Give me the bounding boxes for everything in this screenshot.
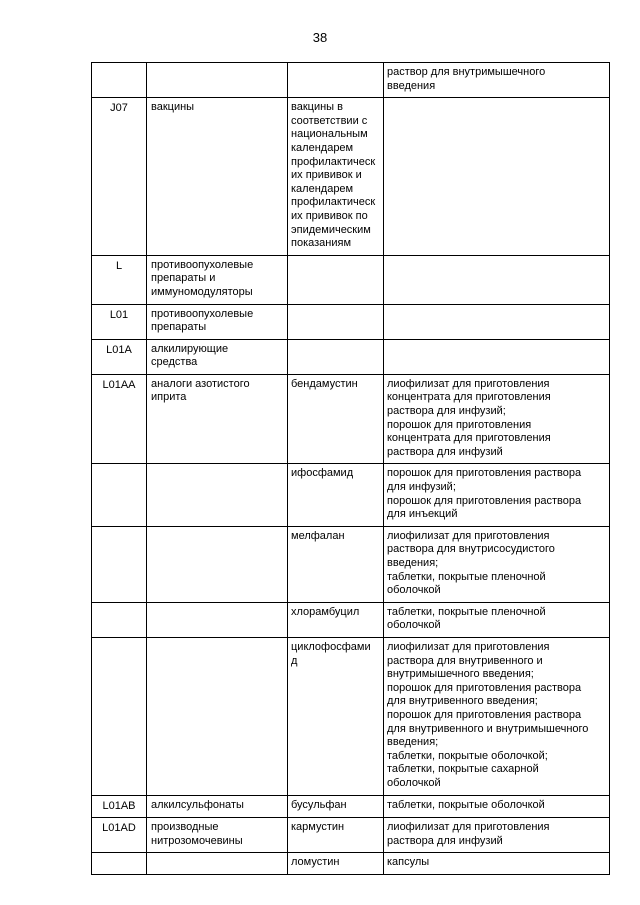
atc-code-cell — [92, 637, 147, 795]
anatomical-therapeutic-group-cell — [147, 63, 288, 98]
dosage-form-cell: раствор для внутримышечного введения — [384, 63, 610, 98]
anatomical-therapeutic-group-cell: производные нитрозомочевины — [147, 818, 288, 853]
dosage-form-cell: лиофилизат для приготовления концентрата для приготовления раствора для инфузий; порошок для приготовления концентрата для приготовления раствора для инфузий — [384, 374, 610, 464]
dosage-form-cell: лиофилизат для приготовления раствора для инфузий — [384, 818, 610, 853]
atc-code-cell — [92, 526, 147, 602]
dosage-form-cell: лиофилизат для приготовления раствора для внутривенного и внутримышечного введения; порошок для приготовления раствора для внутривенного введения; порошок для приготовления раствора для внутривенного и внутримышечного введения; таблетки, покрытые оболочкой; таблетки, покрытые сахарной оболочкой — [384, 637, 610, 795]
atc-code-cell: J07 — [92, 98, 147, 256]
atc-code-cell: L01AA — [92, 374, 147, 464]
dosage-form-cell: лиофилизат для приготовления раствора для внутрисосудистого введения; таблетки, покрытые пленочной оболочкой — [384, 526, 610, 602]
drug-name-cell: вакцины в соответствии с национальным календарем профилактическ их прививок и календарем профилактическ их прививок по эпидемическим показаниям — [288, 98, 384, 256]
table-row — [92, 795, 610, 818]
atc-code-cell: L01A — [92, 339, 147, 374]
dosage-form-cell: порошок для приготовления раствора для инфузий; порошок для приготовления раствора для инъекций — [384, 464, 610, 526]
page-number: 38 — [312, 30, 328, 45]
anatomical-therapeutic-group-cell: противоопухолевые препараты — [147, 304, 288, 339]
atc-code-cell: L01AB — [92, 795, 147, 818]
drug-name-cell: ломустин — [288, 853, 384, 875]
dosage-form-cell — [384, 255, 610, 304]
atc-code-cell — [92, 464, 147, 526]
anatomical-therapeutic-group-cell: противоопухолевые препараты и иммуномодуляторы — [147, 255, 288, 304]
drug-name-cell: бендамустин — [288, 374, 384, 464]
drug-name-cell: циклофосфами д — [288, 637, 384, 795]
drug-name-cell: хлорамбуцил — [288, 602, 384, 637]
drug-name-cell: ифосфамид — [288, 464, 384, 526]
dosage-form-cell — [384, 339, 610, 374]
table-row — [92, 255, 610, 304]
table-row — [92, 63, 610, 98]
table-row — [92, 526, 610, 602]
drug-name-cell — [288, 63, 384, 98]
table-row — [92, 818, 610, 853]
dosage-form-cell — [384, 98, 610, 256]
anatomical-therapeutic-group-cell: алкилсульфонаты — [147, 795, 288, 818]
anatomical-therapeutic-group-cell — [147, 464, 288, 526]
table-row — [92, 853, 610, 875]
anatomical-therapeutic-group-cell: алкилирующие средства — [147, 339, 288, 374]
drug-name-cell — [288, 339, 384, 374]
dosage-form-cell: таблетки, покрытые оболочкой — [384, 795, 610, 818]
atc-code-cell: L01 — [92, 304, 147, 339]
anatomical-therapeutic-group-cell: вакцины — [147, 98, 288, 256]
dosage-form-cell: таблетки, покрытые пленочной оболочкой — [384, 602, 610, 637]
dosage-form-cell — [384, 304, 610, 339]
atc-code-cell: L01AD — [92, 818, 147, 853]
drug-name-cell: мелфалан — [288, 526, 384, 602]
atc-code-cell — [92, 853, 147, 875]
drug-name-cell: бусульфан — [288, 795, 384, 818]
dosage-form-cell: капсулы — [384, 853, 610, 875]
drug-name-cell — [288, 304, 384, 339]
anatomical-therapeutic-group-cell — [147, 602, 288, 637]
table-row — [92, 464, 610, 526]
anatomical-therapeutic-group-cell: аналоги азотистого иприта — [147, 374, 288, 464]
table-row — [92, 374, 610, 464]
atc-code-cell — [92, 602, 147, 637]
atc-code-cell — [92, 63, 147, 98]
anatomical-therapeutic-group-cell — [147, 637, 288, 795]
anatomical-therapeutic-group-cell — [147, 853, 288, 875]
anatomical-therapeutic-group-cell — [147, 526, 288, 602]
table-row — [92, 304, 610, 339]
table-row — [92, 339, 610, 374]
drug-table-body — [92, 63, 610, 875]
table-row — [92, 637, 610, 795]
table-row — [92, 98, 610, 256]
table-row — [92, 602, 610, 637]
drug-name-cell: кармустин — [288, 818, 384, 853]
drug-table — [91, 62, 610, 875]
atc-code-cell: L — [92, 255, 147, 304]
drug-name-cell — [288, 255, 384, 304]
